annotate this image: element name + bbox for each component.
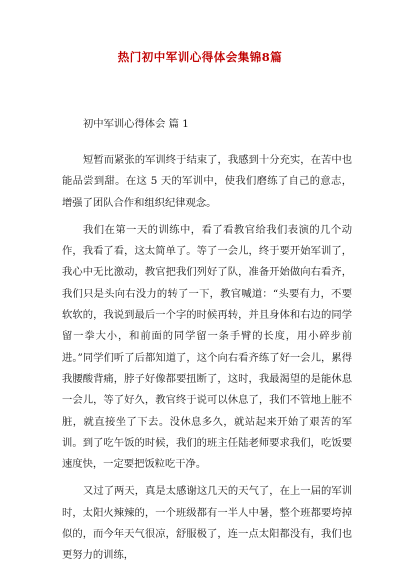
paragraph-3: 又过了两天，真是太感谢这几天的天气了，在上一届的军训时，太阳火辣辣的，一个班级都有一半人中暑，整个班都要垮掉似的，而今年天气很凉，舒服极了，连一点太阳都没有，我们也更努力的训练， [62, 485, 352, 562]
document-title: 热门初中军训心得体会集锦8篇 [117, 50, 283, 64]
section-heading: 初中军训心得体会 篇 1 [83, 118, 189, 130]
document-body [62, 150, 352, 573]
paragraph-1: 短暂而紧张的军训终于结束了，我感到十分充实，在苦中也能品尝到甜。在这 5 天的军训中，使我们磨练了自己的意志，增强了团队合作和组织纪律观念。 [62, 154, 352, 209]
paragraph-2: 我们在第一天的训练中，看了看教官给我们表演的几个动作，我看了看，这太简单了。等了一会儿，终于要开始军训了，我心中无比激动，教官把我们列好了队，准备开始做向右看齐，我们只是头向右没力的转了一下，教官喊道：“头要有力，不要软软的，我说到最后一个字的时候再转，并且身体和右边的同学留一拳大小，和前面的同学留一条手臂的长度，用小碎步前进。”同学们听了后都知道了，这个向右看齐练了好一会儿，累得我腰酸背痛，脖子好像都要扭断了，这时，我最渴望的是能休息一会儿，等了好久，教官终于说可以休息了，我们不管地上脏不脏，就直接坐了下去。没休息多久，就站起来开始了艰苦的军训。到了吃午饭的时候，我们的班主任陆老师要求我们，吃饭要速度快，一定要把饭粒吃干净。 [62, 223, 352, 471]
